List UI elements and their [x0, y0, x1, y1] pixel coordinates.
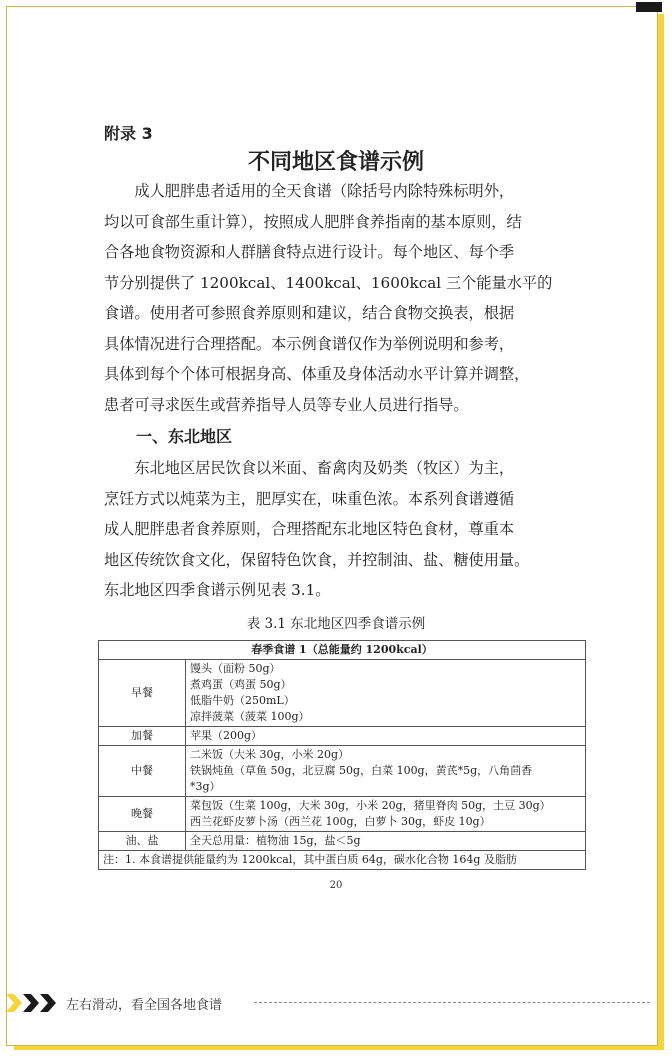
chevron-right-icon — [6, 994, 58, 1012]
meal-name: 中餐 — [99, 746, 186, 797]
menu-item: 全天总用量：植物油 15g，盐＜5g — [190, 834, 361, 847]
appendix-label: 附录 3 — [104, 124, 153, 143]
intro-paragraph — [104, 176, 582, 420]
menu-item: 菜包饭（生菜 100g，大米 30g，小米 20g，猪里脊肉 50g，土豆 30g） — [190, 799, 551, 812]
section-title: 一、东北地区 — [136, 427, 233, 446]
menu-item: *3g） — [190, 780, 221, 793]
menu-item: 凉拌菠菜（菠菜 100g） — [190, 710, 310, 723]
dashed-divider — [254, 1002, 650, 1003]
section-paragraph — [104, 453, 582, 606]
intro-line: 具体情况进行合理搭配。本示例食谱仅作为举例说明和参考， — [104, 334, 515, 353]
menu-item: 西兰花虾皮萝卜汤（西兰花 100g，白萝卜 30g，虾皮 10g） — [190, 815, 491, 828]
swipe-hint-bar[interactable] — [6, 990, 658, 1016]
meal-items — [186, 727, 586, 746]
meal-items — [186, 832, 586, 851]
meal-name: 晚餐 — [99, 797, 186, 832]
meal-name: 加餐 — [99, 727, 186, 746]
meal-items — [186, 746, 586, 797]
table-row — [99, 797, 586, 832]
meal-name: 油、盐 — [99, 832, 186, 851]
menu-item: 苹果（200g） — [190, 729, 263, 742]
intro-line: 具体到每个个体可根据身高、体重及身体活动水平计算并调整， — [104, 365, 530, 383]
intro-line: 合各地食物资源和人群膳食特点进行设计。每个地区、每个季 — [104, 243, 515, 261]
chevron-right-icon — [6, 994, 22, 1012]
table-row — [99, 746, 586, 797]
intro-line: 患者可寻求医生或营养指导人员等专业人员进行指导。 — [104, 395, 469, 414]
section-line: 地区传统饮食文化，保留特色饮食，并控制油、盐、糖使用量。 — [104, 550, 530, 569]
table-note: 注：1. 本食谱提供能量约为 1200kcal，其中蛋白质 64g，碳水化合物 164g 及脂肪 — [99, 851, 586, 870]
chevron-right-icon — [23, 994, 39, 1012]
chevron-right-icon — [40, 994, 56, 1012]
page-number: 20 — [329, 880, 343, 891]
meal-items — [186, 797, 586, 832]
menu-item: 馒头（面粉 50g） — [190, 662, 281, 675]
meal-name: 早餐 — [99, 660, 186, 727]
intro-line: 均以可食部生重计算），按照成人肥胖食养指南的基本原则，结 — [104, 212, 522, 231]
table-caption: 表 3.1 东北地区四季食谱示例 — [246, 616, 426, 632]
table-header: 春季食谱 1（总能量约 1200kcal） — [99, 641, 586, 660]
table-row — [99, 660, 586, 727]
menu-table — [98, 640, 586, 870]
section-line: 东北地区居民饮食以米面、畜禽肉及奶类（牧区）为主， — [134, 459, 515, 477]
table-row — [99, 832, 586, 851]
menu-item: 煮鸡蛋（鸡蛋 50g） — [190, 678, 292, 691]
section-line: 成人肥胖患者食养原则，合理搭配东北地区特色食材，尊重本 — [104, 520, 515, 538]
swipe-hint-text: 左右滑动，看全国各地食谱 — [66, 998, 223, 1013]
page-title: 不同地区食谱示例 — [247, 150, 424, 175]
menu-item: 低脂牛奶（250mL） — [190, 694, 295, 707]
menu-item: 二米饭（大米 30g，小米 20g） — [190, 748, 350, 761]
table-note-row — [99, 851, 586, 870]
section-line: 东北地区四季食谱示例见表 3.1。 — [104, 581, 331, 599]
meal-items — [186, 660, 586, 727]
table-row — [99, 727, 586, 746]
menu-item: 铁锅炖鱼（草鱼 50g，北豆腐 50g，白菜 100g，黄芪*5g，八角茴香 — [190, 764, 533, 777]
intro-line: 节分别提供了 1200kcal、1400kcal、1600kcal 三个能量水平的 — [104, 273, 553, 292]
intro-line: 食谱。使用者可参照食养原则和建议，结合食物交换表，根据 — [104, 304, 515, 322]
corner-tab — [636, 2, 662, 12]
intro-line: 成人肥胖患者适用的全天食谱（除括号内除特殊标明外， — [134, 182, 515, 200]
table-header-row — [99, 641, 586, 660]
section-line: 烹饪方式以炖菜为主，肥厚实在，味重色浓。本系列食谱遵循 — [104, 489, 515, 508]
